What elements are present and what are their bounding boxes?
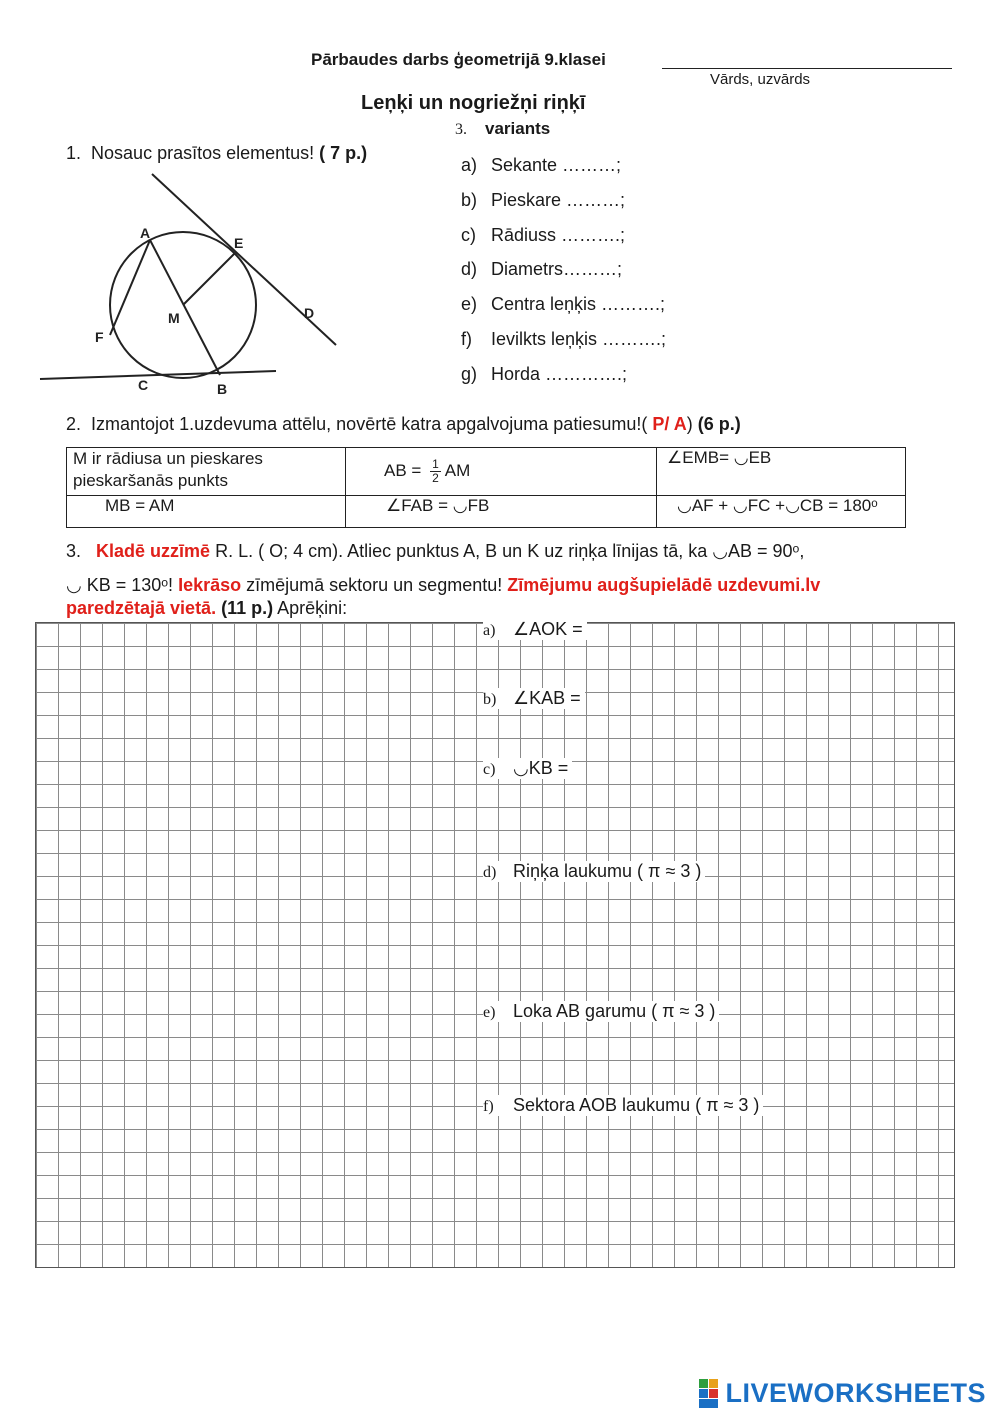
item-letter: b) [461,189,478,210]
task3-text: ◡ KB = 130ᵒ! [66,575,179,595]
chord-AB [150,240,220,375]
task1-item[interactable] [461,357,666,392]
liveworksheets-logo [699,1378,986,1409]
item-letter: e) [461,294,478,315]
task3-iekraso: Iekrāso [178,575,242,595]
statement-text: ∠FAB = ◡FB [386,496,490,515]
graph-paper-grid[interactable] [35,622,955,1268]
task1-item[interactable] [461,218,666,253]
item-text: Sekante ………; [491,155,622,175]
statement-table [66,447,906,528]
task3-text: R. L. ( O; 4 cm). Atliec punktus A, B un K uz riņķa līnijas tā, ka ◡AB = 90ᵒ, [210,541,805,561]
figure-label-D: D [304,305,315,321]
paren: ) [686,414,698,434]
statement-cell[interactable] [346,496,657,528]
false-mark-A: A [673,414,687,434]
task3-text: Aprēķini: [273,598,348,618]
task3-number: 3. [66,541,82,561]
variant-label: variants [485,119,551,138]
worksheet-title: Pārbaudes darbs ģeometrijā 9.klasei [311,50,606,69]
circle-figure [30,170,360,400]
question-b[interactable] [483,688,585,709]
task2-heading [66,414,741,435]
question-text: ∠AOK = [513,619,583,639]
question-letter: b) [483,691,497,708]
task2-number: 2. [66,414,82,434]
task2-points: (6 p.) [697,414,741,434]
task1-heading [66,143,367,164]
item-text: Ievilkts leņķis ……….; [491,328,667,349]
task1-item[interactable] [461,287,666,322]
item-letter: f) [461,328,472,349]
statement-text: M ir rādiusa un pieskares pieskaršanās punkts [73,449,263,490]
item-text: Diametrs………; [491,259,623,280]
logo-mark-icon [699,1379,719,1409]
name-blank-line[interactable] [662,68,952,69]
task2-text: Izmantojot 1.uzdevuma attēlu, novērtē katra apgalvojuma patiesumu!( [91,414,653,434]
item-text: Horda ………….; [491,363,628,384]
item-text: Centra leņķis ……….; [491,294,666,315]
statement-text: AM [444,460,471,480]
question-letter: e) [483,1004,496,1021]
item-letter: d) [461,259,478,280]
task1-item[interactable] [461,148,666,183]
question-letter: c) [483,761,496,778]
task1-item[interactable] [461,322,666,357]
task1-item[interactable] [461,183,666,218]
task1-text: Nosauc prasītos elementus! [91,143,320,163]
true-mark-P: P [652,414,665,434]
radius-ME [183,254,234,305]
figure-label-C: C [138,377,149,393]
question-text: Sektora AOB laukumu ( π ≈ 3 ) [513,1095,760,1115]
statement-cell[interactable] [67,496,346,528]
secant-line-CB [40,371,276,379]
statement-cell[interactable] [346,448,657,496]
slash: / [664,414,674,434]
item-text: Rādiuss ……….; [491,224,626,245]
statement-text: MB = AM [105,496,175,515]
question-e[interactable] [483,1001,719,1022]
fraction [430,458,441,485]
task3-klade: Kladē uzzīmē [96,541,211,561]
item-text: Pieskare ………; [491,189,626,210]
question-text: Loka AB garumu ( π ≈ 3 ) [513,1001,716,1021]
question-f[interactable] [483,1095,763,1116]
variant-number: 3. [455,121,467,138]
statement-cell[interactable] [657,496,906,528]
question-letter: a) [483,622,496,639]
fraction-numerator: 1 [432,457,439,471]
figure-label-M: M [168,310,180,326]
logo-text: LIVEWORKSHEETS [725,1378,986,1408]
question-text: ∠KAB = [513,688,581,708]
statement-text: AB = [384,460,427,480]
statement-text: ∠EMB= ◡EB [667,448,772,467]
figure-label-F: F [95,329,104,345]
question-text: Riņķa laukumu ( π ≈ 3 ) [513,861,702,881]
name-caption: Vārds, uzvārds [710,71,811,88]
item-letter: a) [461,155,478,175]
task3-line1 [66,541,804,562]
task3-text: zīmējumā sektoru un segmentu! [241,575,508,595]
statement-text: ◡AF + ◡FC +◡CB = 180ᵒ [677,496,878,515]
statement-cell[interactable] [657,448,906,496]
task1-points: ( 7 p.) [319,143,368,163]
item-letter: c) [461,224,476,245]
task3-points: (11 p.) [216,598,274,618]
figure-label-A: A [140,225,151,241]
question-a[interactable] [483,619,587,640]
task3-line2 [66,575,820,596]
question-text: ◡KB = [513,758,569,778]
question-d[interactable] [483,861,705,882]
question-c[interactable] [483,758,572,779]
task1-items-list [461,148,666,392]
question-letter: d) [483,864,497,881]
figure-label-B: B [217,381,228,397]
statement-cell[interactable] [67,448,346,496]
figure-label-E: E [234,235,244,251]
task3-upload-note: paredzētajā vietā. [66,598,217,618]
worksheet-subtitle: Leņķi un nogriežņi riņķī [361,92,586,114]
task1-number: 1. [66,143,82,163]
task3-upload-note: Zīmējumu augšupielādē uzdevumi.lv [507,575,821,595]
fraction-denominator: 2 [432,471,439,485]
task1-item[interactable] [461,252,666,287]
task3-line3 [66,598,347,619]
question-letter: f) [483,1098,494,1115]
item-letter: g) [461,363,478,384]
